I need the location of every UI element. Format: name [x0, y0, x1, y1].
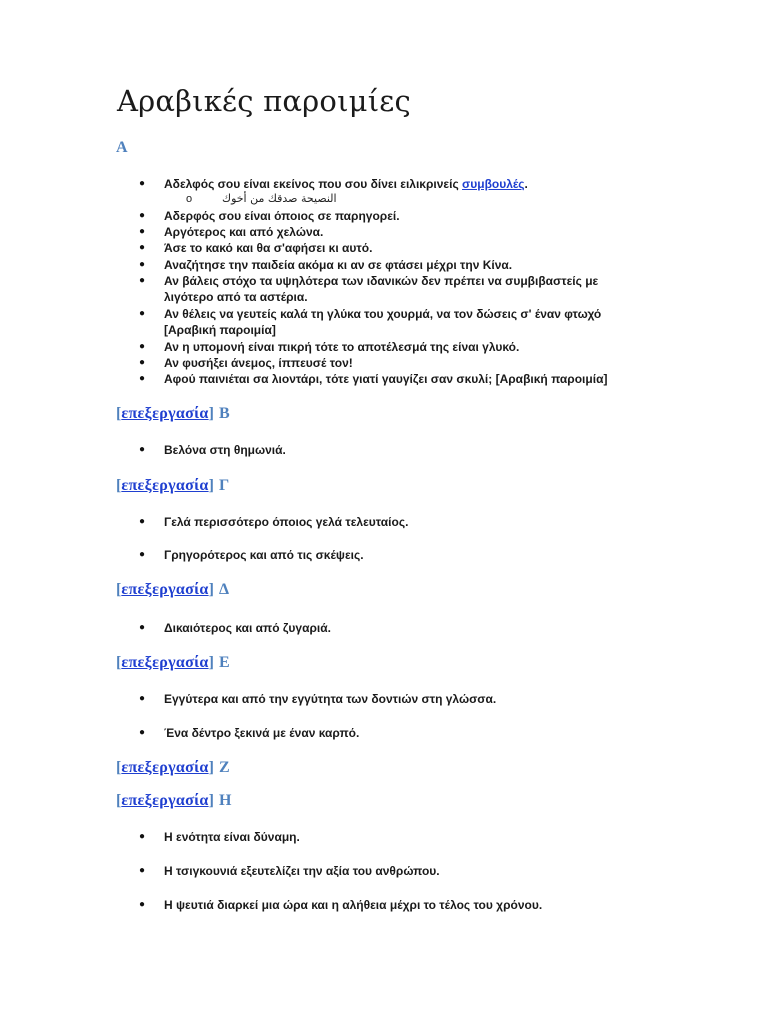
arabic-sub-item: النصيحة صدقك من أخوك: [222, 192, 337, 205]
list-item-text: Άσε το κακό και θα σ'αφήσει κι αυτό.: [164, 241, 373, 255]
edit-link-e[interactable]: επεξεργασία: [121, 654, 209, 671]
list-item-text: Αν φυσήξει άνεμος, ίππευσέ τον!: [164, 356, 353, 370]
list-item-text: Γρηγορότερος και από τις σκέψεις.: [164, 548, 364, 562]
list-item-text: λιγότερο από τα αστέρια.: [164, 290, 308, 304]
section-letter-a: Α: [116, 139, 128, 156]
bullet: ●: [139, 693, 146, 704]
bullet: ●: [139, 899, 146, 910]
list-item-text: Αργότερος και από χελώνα.: [164, 225, 324, 239]
list-item-text: Η ενότητα είναι δύναμη.: [164, 830, 300, 844]
section-letter-g: Γ: [218, 477, 230, 494]
bracket-open: [: [116, 654, 122, 671]
list-item-text: Αναζήτησε την παιδεία ακόμα κι αν σε φτάσει μέχρι την Κίνα.: [164, 258, 513, 272]
list-item: [139, 547, 364, 563]
section-heading-g: [116, 477, 229, 495]
bracket-open: [: [116, 792, 122, 809]
list-item: [139, 306, 602, 322]
section-heading-e: [116, 654, 230, 672]
bullet: ●: [139, 727, 146, 738]
bracket-open: [: [116, 477, 122, 494]
list-item: [139, 829, 300, 845]
bullet: ●: [139, 516, 146, 527]
section-heading-h: [116, 792, 231, 810]
bullet: ●: [139, 357, 146, 368]
list-item-text: Βελόνα στη θημωνιά.: [164, 443, 286, 457]
list-item-text: Αν η υπομονή είναι πικρή τότε το αποτέλεσμά της είναι γλυκό.: [164, 340, 520, 354]
bullet: ●: [139, 549, 146, 560]
bracket-close: ]: [208, 759, 214, 776]
list-item: [139, 176, 528, 192]
list-item-text: Δικαιότερος και από ζυγαριά.: [164, 621, 331, 635]
list-item-text: Γελά περισσότερο όποιος γελά τελευταίος.: [164, 515, 409, 529]
list-item: [139, 442, 286, 458]
bullet: ●: [139, 226, 146, 237]
bracket-open: [: [116, 405, 122, 422]
section-letter-d: Δ: [218, 581, 229, 598]
list-item: [139, 355, 353, 371]
bullet: ●: [139, 444, 146, 455]
list-item: [139, 208, 400, 224]
list-item-text: Αν βάλεις στόχο τα υψηλότερα των ιδανικών δεν πρέπει να συμβιβαστείς με: [164, 274, 599, 288]
section-letter-z: Ζ: [218, 759, 230, 776]
list-item-text: Η ψευτιά διαρκεί μια ώρα και η αλήθεια μέχρι το τέλος του χρόνου.: [164, 898, 543, 912]
bullet: ●: [139, 259, 146, 270]
bracket-close: ]: [208, 792, 214, 809]
edit-link-g[interactable]: επεξεργασία: [121, 477, 209, 494]
list-item: [139, 897, 543, 913]
bracket-close: ]: [208, 581, 214, 598]
bullet: ●: [139, 341, 146, 352]
bracket-close: ]: [208, 477, 214, 494]
edit-link-h[interactable]: επεξεργασία: [121, 792, 209, 809]
edit-link-b[interactable]: επεξεργασία: [121, 405, 209, 422]
edit-link-d[interactable]: επεξεργασία: [121, 581, 209, 598]
list-item: [139, 691, 497, 707]
bracket-close: ]: [208, 405, 214, 422]
sub-bullet: o: [186, 193, 193, 205]
list-item-text: Αν θέλεις να γευτείς καλά τη γλύκα του χουρμά, να τον δώσεις σ' έναν φτωχό: [164, 307, 602, 321]
list-item-continuation: [164, 322, 276, 338]
bullet: ●: [139, 831, 146, 842]
list-item-tail: .: [524, 177, 528, 191]
list-item: [139, 224, 324, 240]
bullet: ●: [139, 373, 146, 384]
list-item: [139, 725, 360, 741]
list-item: [139, 371, 608, 387]
section-letter-h: Η: [218, 792, 232, 809]
section-heading-b: [116, 405, 230, 423]
bullet: ●: [139, 210, 146, 221]
bracket-close: ]: [208, 654, 214, 671]
list-item-text: Αδερφός σου είναι όποιος σε παρηγορεί.: [164, 209, 400, 223]
bracket-open: [: [116, 581, 122, 598]
section-heading-z: [116, 759, 230, 777]
section-heading-d: [116, 581, 229, 599]
advice-link[interactable]: συμβουλές: [462, 177, 525, 191]
bullet: ●: [139, 308, 146, 319]
list-item: [139, 240, 373, 256]
list-item: [139, 257, 513, 273]
bullet: ●: [139, 178, 146, 189]
bracket-open: [: [116, 759, 122, 776]
section-heading-a: [116, 139, 128, 157]
list-item: [139, 863, 440, 879]
list-item-text: Αφού παινιέται σα λιοντάρι, τότε γιατί γαυγίζει σαν σκυλί; [Αραβική παροιμία]: [164, 372, 608, 386]
list-item-text: [Αραβική παροιμία]: [164, 323, 276, 337]
list-item-continuation: [164, 289, 308, 305]
list-item: [139, 273, 599, 289]
list-item-text: Ένα δέντρο ξεκινά με έναν καρπό.: [164, 726, 360, 740]
bullet: ●: [139, 865, 146, 876]
bullet: ●: [139, 622, 146, 633]
list-item-text: Εγγύτερα και από την εγγύτητα των δοντιών στη γλώσσα.: [164, 692, 497, 706]
edit-link-z[interactable]: επεξεργασία: [121, 759, 209, 776]
list-item-text: Η τσιγκουνιά εξευτελίζει την αξία του ανθρώπου.: [164, 864, 440, 878]
list-item: [139, 514, 409, 530]
bullet: ●: [139, 275, 146, 286]
list-item-text: Αδελφός σου είναι εκείνος που σου δίνει ειλικρινείς: [164, 177, 463, 191]
page-title: Αραβικές παροιμίες: [117, 84, 411, 118]
list-item: [139, 339, 520, 355]
bullet: ●: [139, 242, 146, 253]
list-item: [139, 620, 331, 636]
section-letter-e: Ε: [218, 654, 230, 671]
section-letter-b: Β: [218, 405, 230, 422]
